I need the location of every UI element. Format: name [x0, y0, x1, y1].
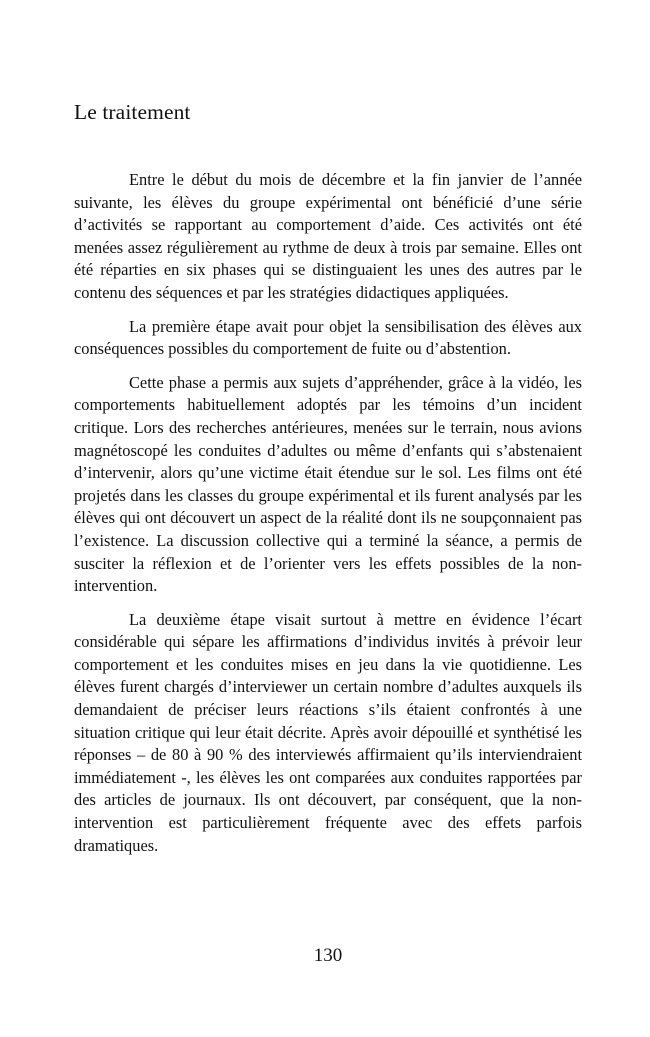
body-text [74, 169, 582, 868]
paragraph-2: La première étape avait pour objet la sensibilisation des élèves aux conséquences possibles du comportement de fuite ou d’abstention. [74, 316, 582, 359]
book-page [74, 0, 582, 1037]
paragraph-3: Cette phase a permis aux sujets d’appréhender, grâce à la vidéo, les comportements habituellement adoptés par les témoins d’un incident critique. Lors des recherches antérieures, menées sur le terrain, nous avions magnétoscopé les conduites d’adultes ou même d’enfants qui s’abstenaient d’intervenir, alors qu’une victime était étendue sur le sol. Les films ont été projetés dans les classes du groupe expérimental et ils furent analysés par les élèves qui ont découvert un aspect de la réalité dont ils ne soupçonnaient pas l’existence. La discussion collective qui a terminé la séance, a permis de susciter la réflexion et de l’orienter vers les effets possibles de la non-intervention. [74, 372, 582, 596]
page-number: 130 [313, 945, 343, 966]
paragraph-4: La deuxième étape visait surtout à mettre en évidence l’écart considérable qui sépare les affirmations d’individus invités à prévoir leur comportement et les conduites mises en jeu dans la vie quotidienne. Les élèves furent chargés d’interviewer un certain nombre d’adultes auxquels ils demandaient de préciser leurs réactions s’ils étaient confrontés à une situation critique qui leur était décrite. Après avoir dépouillé et synthétisé les réponses – de 80 à 90 % des interviewés affirmaient qu’ils interviendraient immédiatement -, les élèves les ont comparées aux conduites rapportées par des articles de journaux. Ils ont découvert, par conséquent, que la non-intervention est particulièrement fréquente avec des effets parfois dramatiques. [74, 609, 582, 855]
paragraph-1: Entre le début du mois de décembre et la fin janvier de l’année suivante, les élèves du groupe expérimental ont bénéficié d’une série d’activités se rapportant au comportement d’aide. Ces activités ont été menées assez régulièrement au rythme de deux à trois par semaine. Elles ont été réparties en six phases qui se distinguaient les unes des autres par le contenu des séquences et par les stratégies didactiques appliquées. [74, 170, 582, 302]
section-heading: Le traitement [74, 100, 191, 124]
